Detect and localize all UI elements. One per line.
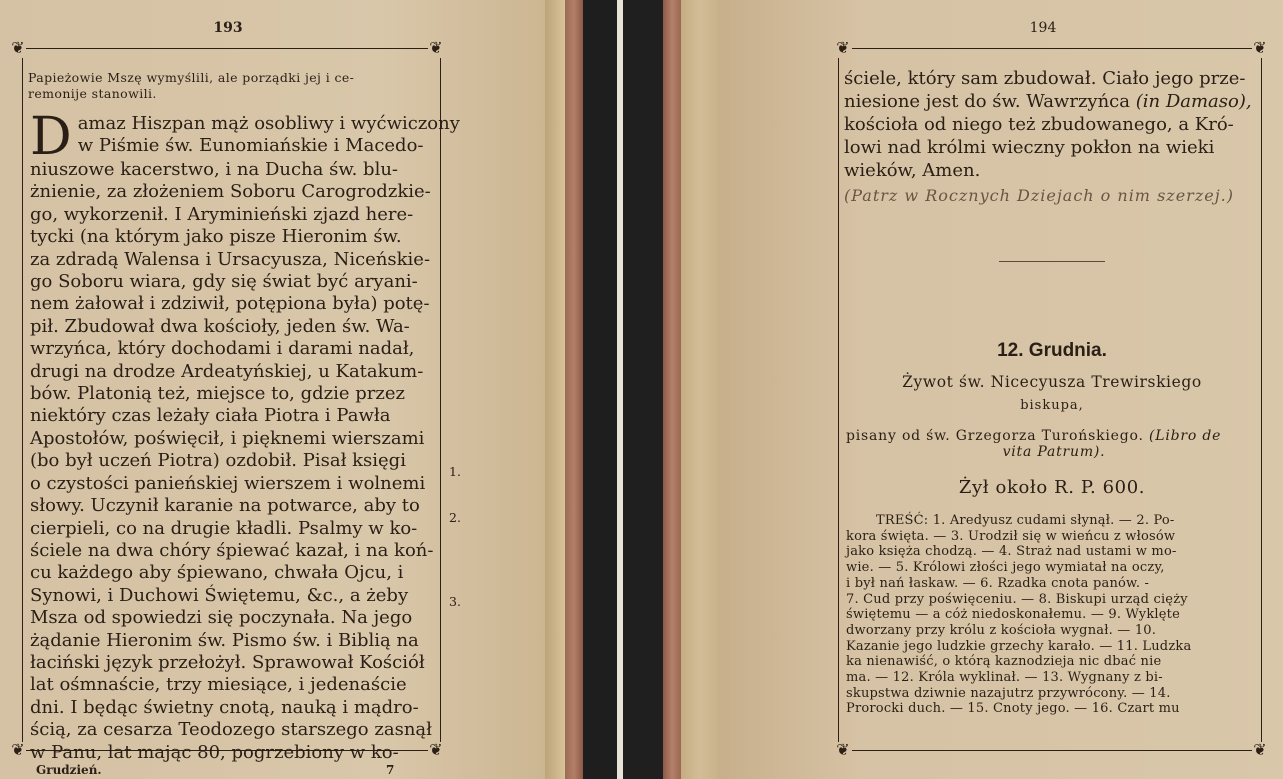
text-line: w Piśmie św. Eunomiańskie i Macedo-: [77, 135, 424, 157]
corner-ornament-icon: ❦: [429, 38, 443, 57]
left-frame-line: [838, 58, 839, 742]
text-line: słowy. Uczynił karanie na potwarce, aby to: [30, 495, 420, 517]
corner-ornament-icon: ❦: [11, 38, 25, 57]
text-line: Synowi, i Duchowi Świętemu, &c., a żeby: [30, 584, 409, 606]
text-line: dworzany przy królu z kościoła wygnał. — 10.: [846, 622, 1157, 638]
text-line: Kazanie jego ludzkie grzechy karało. — 11. Ludzka: [846, 638, 1192, 654]
text-line: cierpieli, co na drugie kładli. Psalmy w ko-: [30, 517, 418, 539]
corner-ornament-icon: ❦: [836, 38, 850, 57]
text-line: kora święta. — 3. Urodził się w wieńcu z włosów: [846, 528, 1176, 544]
text-line: ma. — 12. Króla wyklinał. — 13. Wygnany z bi-: [846, 670, 1163, 686]
text-line: ściele na dwa chóry śpiewać kazał, i na koń-: [30, 539, 434, 561]
text-line: ściele, który sam zbudował. Ciało jego prze-: [844, 68, 1246, 89]
text-line: niesione jest do św. Wawrzyńca (in Damaso),: [844, 91, 1252, 112]
text-line: 7. Cud przy poświęceniu. — 8. Biskupi urząd cięży: [846, 591, 1188, 607]
right-frame-line: [440, 58, 441, 742]
text-line: pił. Zbudował dwa kościoły, jeden św. Wa-: [30, 315, 410, 337]
left-page: [0, 0, 545, 779]
continuation-text: [844, 67, 1260, 207]
text-line: bów. Platonią też, miejsce to, gdzie przez: [30, 383, 406, 405]
text-line: dni. I będąc świetny cnotą, nauką i mądro-: [30, 696, 419, 718]
text-line: za zdradą Walensa i Ursacyusza, Niceńskie-: [30, 248, 431, 270]
section-separator: [999, 261, 1105, 262]
corner-ornament-icon: ❦: [836, 740, 850, 759]
margin-number: 3.: [449, 594, 461, 609]
page-number-left: 193: [213, 20, 243, 36]
text-line: niektóry czas leżały ciała Piotra i Pawła: [30, 405, 391, 427]
corner-ornament-icon: ❦: [1253, 740, 1267, 759]
page-number-right: 194: [1029, 20, 1057, 36]
text-line: lowi nad królmi wieczny pokłon na wieki: [844, 137, 1215, 158]
chapter-title: Żywot św. Nicecyusza Trewirskiego: [902, 373, 1202, 391]
book-gutter: [545, 0, 718, 779]
text-line: drugi na drodze Ardeatyńskiej, u Katakum-: [30, 360, 424, 382]
text-line: remonije stanowili.: [28, 86, 157, 101]
drop-cap: D: [30, 107, 72, 167]
text-line: Msza od spowiedzi się poczynała. Na jego: [30, 607, 413, 629]
reference-note: (Patrz w Rocznych Dziejach o nim szerzej.): [844, 186, 1235, 205]
intro-text: [28, 70, 438, 102]
text-line: o czystości panieńskiej wierszem i wolnemi: [30, 472, 426, 494]
corner-ornament-icon: ❦: [11, 740, 25, 759]
text-line: nem żałował i zdziwił, potępiona była) potę-: [30, 293, 430, 315]
date-heading: 12. Grudnia.: [997, 340, 1107, 361]
text-line: Papieżowie Mszę wymyślili, ale porządki jej i ce-: [28, 70, 355, 85]
text-line: w Panu, lat mając 80, pogrzebiony w ko-: [30, 741, 399, 763]
margin-number: 1.: [449, 464, 461, 479]
margin-number: 2.: [449, 510, 461, 525]
corner-ornament-icon: ❦: [1253, 38, 1267, 57]
text-line: jako księża chodzą. — 4. Straż nad ustami w mo-: [846, 544, 1177, 560]
lived-date: Żył około R. P. 600.: [958, 477, 1146, 498]
text-line: lat ośmnaście, trzy miesiące, i jedenaście: [30, 674, 407, 696]
text-line: żądanie Hieronim św. Pismo św. i Biblią na: [30, 629, 419, 651]
text-line: kościoła od niego też zbudowanego, a Kró-: [844, 114, 1234, 135]
text-line: świętemu — a cóż niedoskonałemu. — 9. Wyklęte: [846, 607, 1180, 623]
right-page: [718, 0, 1283, 779]
summary-text: [846, 513, 1262, 717]
text-line: cu każdego aby śpiewano, chwała Ojcu, i: [30, 562, 404, 584]
author-line: pisany od św. Grzegorza Turońskiego. (Libro de vita Patrum).: [846, 428, 1222, 460]
footer-signature: Grudzień.: [36, 763, 102, 777]
text-line: ścią, za cesarza Teodozego starszego zasnął: [30, 719, 432, 741]
text-line: ka nienawiść, o którą kaznodzieja nic dbać nie: [846, 654, 1162, 670]
text-line: TREŚĆ: 1. Aredyusz cudami słynął. — 2. Po-: [876, 513, 1175, 528]
text-line: wrzyńca, który dochodami i darami nadał,: [30, 338, 415, 360]
text-line: (bo był uczeń Piotra) ozdobił. Pisał księgi: [30, 450, 406, 472]
text-line: wie. — 5. Królowi złości jego wymiatał na oczy,: [846, 560, 1165, 576]
left-frame-line: [22, 58, 23, 742]
text-line: tycki (na którym jako pisze Hieronim św.: [30, 226, 402, 248]
text-line: Prorocki duch. — 15. Cnoty jego. — 16. Czart mu: [846, 701, 1180, 717]
text-line: żnienie, za złożeniem Soboru Carogrodzkie-: [30, 181, 431, 203]
top-rule: [26, 48, 428, 49]
text-line: niuszowe kacerstwo, i na Ducha św. blu-: [30, 159, 398, 180]
text-line: wieków, Amen.: [844, 160, 981, 181]
text-line: go, wykorzenił. I Aryminieński zjazd here-: [30, 203, 414, 225]
corner-ornament-icon: ❦: [429, 740, 443, 759]
text-line: i był nań łaskaw. — 6. Rzadka cnota panów. -: [846, 575, 1150, 591]
bottom-rule: [852, 750, 1252, 751]
footer-sheet-number: 7: [386, 763, 395, 777]
text-line: go Soboru wiara, gdy się świat być aryani-: [30, 271, 418, 293]
text-line: amaz Hiszpan mąż osobliwy i wyćwiczony: [77, 113, 460, 134]
main-text: [30, 107, 460, 764]
top-rule: [852, 48, 1252, 49]
text-line: skupstwa dziwnie nazajutrz przywrócony. — 14.: [846, 685, 1171, 701]
text-line: łaciński język przełożył. Sprawował Kościół: [30, 651, 425, 673]
text-line: Apostołów, poświęcił, i pięknemi wierszami: [30, 427, 425, 449]
chapter-title-subline: biskupa,: [1020, 398, 1084, 413]
